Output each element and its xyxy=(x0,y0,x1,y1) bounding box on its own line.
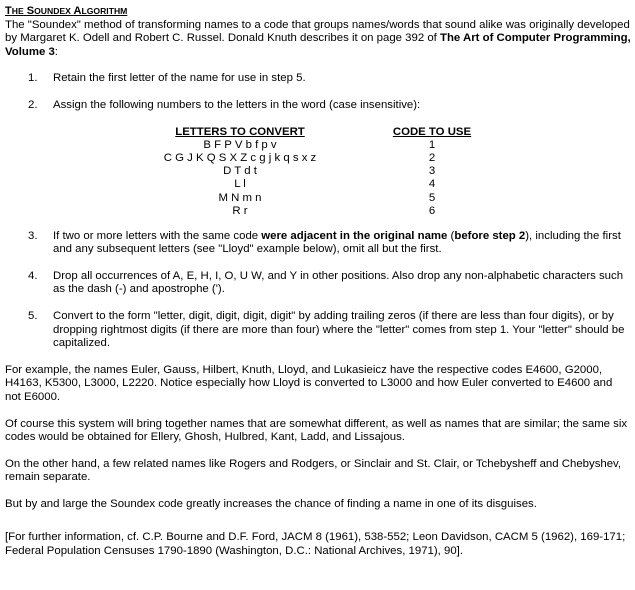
code-cell: 5 xyxy=(428,191,436,204)
code-cell: 6 xyxy=(428,204,436,217)
separate-names-paragraph: On the other hand, a few related names like Rogers and Rodgers, or Sinclair and St. Clair, or Tchebysheff and Chebyshev, remain separate. xyxy=(5,457,622,484)
step-1: 1. Retain the first letter of the name for use in step 5. xyxy=(28,72,306,85)
letters-cell: R r xyxy=(232,204,248,217)
letters-cell: C G J K Q S X Z c g j k q s x z xyxy=(163,151,317,164)
step-5: 5. Convert to the form "letter, digit, digit, digit, digit" by adding trailing zeros (if there are less than four digits), or by dropping rightmost digits (if there are more than four) where the "letter" comes from step 1. Your "letter" should be capitalized. xyxy=(28,309,625,350)
step-4: 4. Drop all occurrences of A, E, H, I, O, U W, and Y in other positions. Also drop any non-alphabetic characters such as the dash (-) and apostrophe ('). xyxy=(28,269,624,296)
code-cell: 2 xyxy=(428,151,436,164)
letters-cell: M N m n xyxy=(218,191,262,204)
code-cell: 1 xyxy=(428,138,436,151)
step-3: 3. If two or more letters with the same code were adjacent in the original name (before step 2), including the first and any subsequent letters (see "Lloyd" example below), omit all but the first. xyxy=(28,229,621,256)
letters-cell: D T d t xyxy=(223,165,257,178)
similar-names-paragraph: Of course this system will bring together names that are somewhat different, as well as names that are similar; the same six codes would be obtained for Ellery, Ghosh, Hulbred, Kant, Ladd, and Lissajous. xyxy=(5,417,628,444)
step-list xyxy=(5,72,631,112)
reference-paragraph: [For further information, cf. C.P. Bourne and D.F. Ford, JACM 8 (1961), 538-552; Leon Davidson, CACM 5 (1962), 169-171; Federal Population Censuses 1790-1890 (Washington, D.C.: National Archives, 1971), 90]. xyxy=(5,531,626,558)
letters-cell: B F P V b f p v xyxy=(203,138,277,151)
letters-cell: L l xyxy=(234,178,246,191)
codes-column xyxy=(387,126,477,218)
document-title: THE SOUNDEX ALGORITHM xyxy=(5,5,128,17)
letters-header: LETTERS TO CONVERT xyxy=(175,125,305,138)
intro-paragraph: The "Soundex" method of transforming names to a code that groups names/words that sound alike was originally developed by Margaret K. Odell and Robert C. Russel. Donald Knuth describes it on page 392 of The Art of Computer Programming, Volume 3: xyxy=(5,18,631,58)
code-cell: 4 xyxy=(428,178,436,191)
step-2: 2. Assign the following numbers to the letters in the word (case insensitive): xyxy=(28,98,421,111)
letters-column xyxy=(150,126,330,218)
conclusion-paragraph: But by and large the Soundex code greatly increases the chance of finding a name in one of its disguises. xyxy=(5,497,537,510)
code-cell: 3 xyxy=(428,165,436,178)
code-table xyxy=(5,126,631,217)
book-title: The Art of Computer Programming, Volume 3 xyxy=(5,32,631,58)
document-page xyxy=(5,5,631,559)
step-list-continued xyxy=(5,230,631,351)
example-paragraph: For example, the names Euler, Gauss, Hilbert, Knuth, Lloyd, and Lukasieicz have the respective codes E4600, G2000, H4163, K5300, L3000, L2220. Notice especially how Lloyd is converted to L3000 and how Euler converted to E4600 and not E6000. xyxy=(5,363,613,403)
code-header: CODE TO USE xyxy=(392,125,472,138)
